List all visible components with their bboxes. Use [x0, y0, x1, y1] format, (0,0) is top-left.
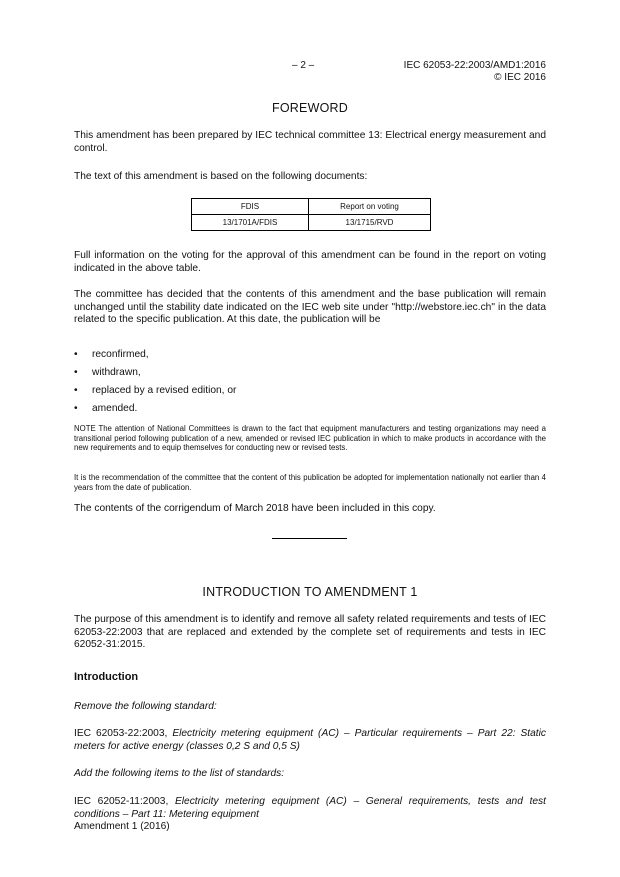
added-standard [74, 796, 546, 834]
intro-title: INTRODUCTION TO AMENDMENT 1 [202, 585, 418, 599]
standard-reference: IEC 62052-11:2003, [74, 796, 169, 807]
removed-standard [74, 728, 546, 753]
list-item-text: replaced by a revised edition, or [92, 385, 237, 396]
foreword-paragraph-4: The committee has decided that the contents of this amendment and the base publication will remain unchanged until the stability date indicated on the IEC web site under "http://webstore.iec.ch" in the data related to the specific publication. At this date, the publication will be [74, 289, 546, 326]
table-row [192, 215, 431, 231]
list-item-text: amended. [92, 403, 138, 414]
copyright-line: © IEC 2016 [494, 72, 546, 83]
table-cell: 13/1701A/FDIS [192, 215, 309, 231]
section-divider [272, 538, 347, 539]
table-header-cell: FDIS [192, 199, 309, 215]
list-item-text: withdrawn, [92, 367, 141, 378]
corrigendum-paragraph: The contents of the corrigendum of March 2018 have been included in this copy. [74, 503, 436, 514]
table-header-row [192, 199, 431, 215]
foreword-title: FOREWORD [272, 101, 348, 115]
standard-reference: IEC 62053-22:2003, [74, 728, 168, 739]
intro-paragraph-1: The purpose of this amendment is to identify and remove all safety related requirements and tests of IEC 62053-22:2003 that are replaced and extended by the complete set of requirements and tests in IEC 62052-31:2015. [74, 614, 546, 651]
add-instruction: Add the following items to the list of standards: [74, 768, 285, 779]
list-item: • reconfirmed, [74, 349, 149, 360]
recommendation-paragraph: It is the recommendation of the committee that the content of this publication be adopted for implementation nationally not earlier than 4 years from the date of publication. [74, 473, 546, 492]
voting-documents-table [191, 198, 431, 231]
remove-instruction: Remove the following standard: [74, 701, 217, 712]
foreword-paragraph-3: Full information on the voting for the approval of this amendment can be found in the report on voting indicated in the above table. [74, 250, 546, 274]
standard-title: Electricity metering equipment (AC) – Particular requirements – Part 22: Static meters for active energy (classes 0,2 S and 0,5 S) [74, 728, 546, 752]
table-cell: 13/1715/RVD [309, 215, 431, 231]
foreword-paragraph-2: The text of this amendment is based on the following documents: [74, 171, 368, 182]
list-item: • withdrawn, [74, 367, 141, 378]
page-number: – 2 – [292, 60, 315, 71]
running-header [404, 60, 546, 84]
standard-amendment: Amendment 1 (2016) [74, 821, 170, 833]
list-item: • replaced by a revised edition, or [74, 385, 237, 396]
standard-title: Electricity metering equipment (AC) – General requirements, tests and test conditions – Part 11: Metering equipment [74, 796, 546, 820]
list-item-text: reconfirmed, [92, 349, 149, 360]
list-item: • amended. [74, 403, 138, 414]
table-header-cell: Report on voting [309, 199, 431, 215]
foreword-paragraph-1: This amendment has been prepared by IEC technical committee 13: Electrical energy measurement and control. [74, 130, 546, 154]
note-paragraph: NOTE The attention of National Committees is drawn to the fact that equipment manufacturers and testing organizations may need a transitional period following publication of a new, amended or revised IEC publication in which to make products in accordance with the new requirements and to equip themselves for conducting new or revised tests. [74, 424, 546, 453]
introduction-heading: Introduction [74, 671, 139, 683]
document-id: IEC 62053-22:2003/AMD1:2016 [403, 60, 546, 71]
